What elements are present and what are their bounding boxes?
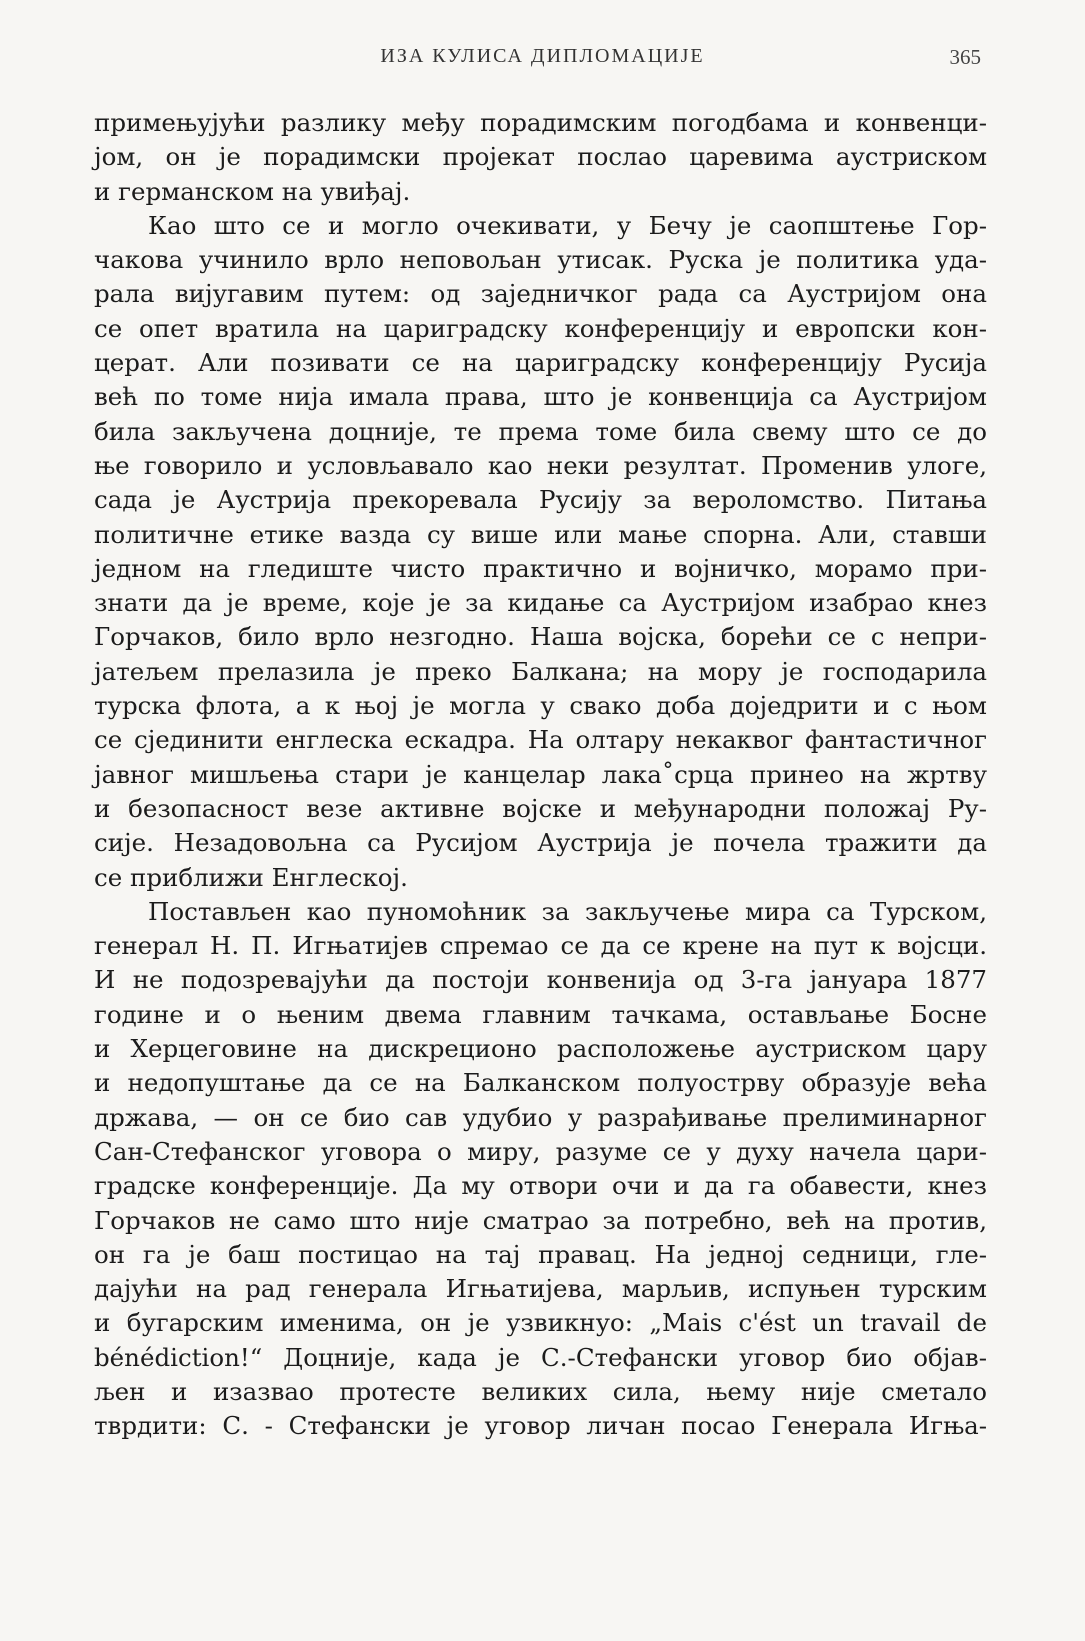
text-line: љен и изазвао протесте великих сила, њему није сметало <box>94 1376 987 1406</box>
text-line: Сан-Стефанског уговора о миру, разуме се у духу начела цари- <box>94 1136 987 1166</box>
text-line: знати да је време, које је за кидање са Аустријом изабрао кнез <box>94 588 987 618</box>
text-line: и бугарским именима, он је узвикнуо: „Mais c'ést un travail de <box>94 1308 987 1338</box>
text-line: рала вијугавим путем: од заједничког рада са Аустријом она <box>94 279 987 309</box>
page-number: 365 <box>949 45 981 69</box>
text-line: године и о њеним двема главним тачкама, остављање Босне <box>94 999 987 1029</box>
text-line: Горчаков, било врло незгодно. Наша војска, борећи се с непри- <box>94 622 987 652</box>
text-line: bénédiction!“ Доцније, када је С.-Стефански уговор био објав- <box>94 1342 987 1372</box>
paragraph-start-line: Као што се и могло очекивати, у Бечу је саопштење Гор- <box>148 210 987 240</box>
text-line: церат. Али позивати се на цариградску конференцију Русија <box>94 348 987 378</box>
text-line: сије. Незадовољна са Русијом Аустрија је почела тражити да <box>94 828 987 858</box>
text-line: И не подозревајући да постоји конвенија од 3-га јануара 1877 <box>94 965 987 995</box>
text-line: јавног мишљења стари је канцелар лака˚срца принео на жртву <box>94 759 987 789</box>
text-line: се сјединити енглеска ескадра. На олтару некаквог фантастичног <box>94 725 987 755</box>
text-line: турска флота, а к њој је могла у свако доба доједрити и с њом <box>94 691 987 721</box>
text-line: чакова учинило врло неповољан утисак. Руска је политика уда- <box>94 245 987 275</box>
text-line: јатељем прелазила је преко Балкана; на мору је господарила <box>94 656 987 686</box>
running-head <box>0 45 1085 75</box>
text-line: и безопасност везе активне војске и међународни положај Ру- <box>94 793 987 823</box>
text-line: држава, — он се био сав удубио у разрађивање прелиминарног <box>94 1102 987 1132</box>
text-line: била закључена доцније, те према томе била свему што се до <box>94 416 987 446</box>
text-line: Горчаков не само што није сматрао за потребно, већ на против, <box>94 1205 987 1235</box>
paragraph-start-line: Постављен као пуномоћник за закључење мира са Турском, <box>148 896 987 926</box>
text-line: ње говорило и условљавало као неки резултат. Променив улоге, <box>94 450 987 480</box>
text-line: генерал Н. П. Игњатијев спремао се да се крене на пут к војсци. <box>94 931 987 961</box>
text-line: градске конференције. Да му отвори очи и да га обавести, кнез <box>94 1171 987 1201</box>
text-line: се опет вратила на цариградску конференцију и европски кон- <box>94 313 987 343</box>
body-text <box>94 106 987 1444</box>
text-line: тврдити: С. - Стефански је уговор личан посао Генерала Игња- <box>94 1411 987 1441</box>
running-title: ИЗА КУЛИСА ДИПЛОМАЦИЈЕ <box>380 45 705 67</box>
text-line: већ по томе нија имала права, што је конвенција са Аустријом <box>94 382 987 412</box>
text-line: и германском на увиђај. <box>94 176 411 206</box>
text-line: дајући на рад генерала Игњатијева, марљив, испуњен турским <box>94 1274 987 1304</box>
text-line: политичне етике вазда су више или мање спорна. Али, ставши <box>94 519 987 549</box>
text-line: примењујући разлику међу порадимским погодбама и конвенци- <box>94 108 987 137</box>
text-line: сада је Аустрија прекоревала Русију за вероломство. Питања <box>94 485 987 515</box>
text-line: се приближи Енглеској. <box>94 862 408 892</box>
text-line: он га је баш постицао на тај правац. На једној седници, гле- <box>94 1239 987 1269</box>
text-line: и недопуштање да се на Балканском полуострву образује већа <box>94 1068 987 1098</box>
text-line: и Херцеговине на дискреционо расположење аустриском цару <box>94 1034 987 1064</box>
text-line: јом, он је порадимски пројекат послао царевима аустриском <box>94 142 987 172</box>
text-line: једном на гледиште чисто практично и војничко, морамо при- <box>94 553 987 583</box>
